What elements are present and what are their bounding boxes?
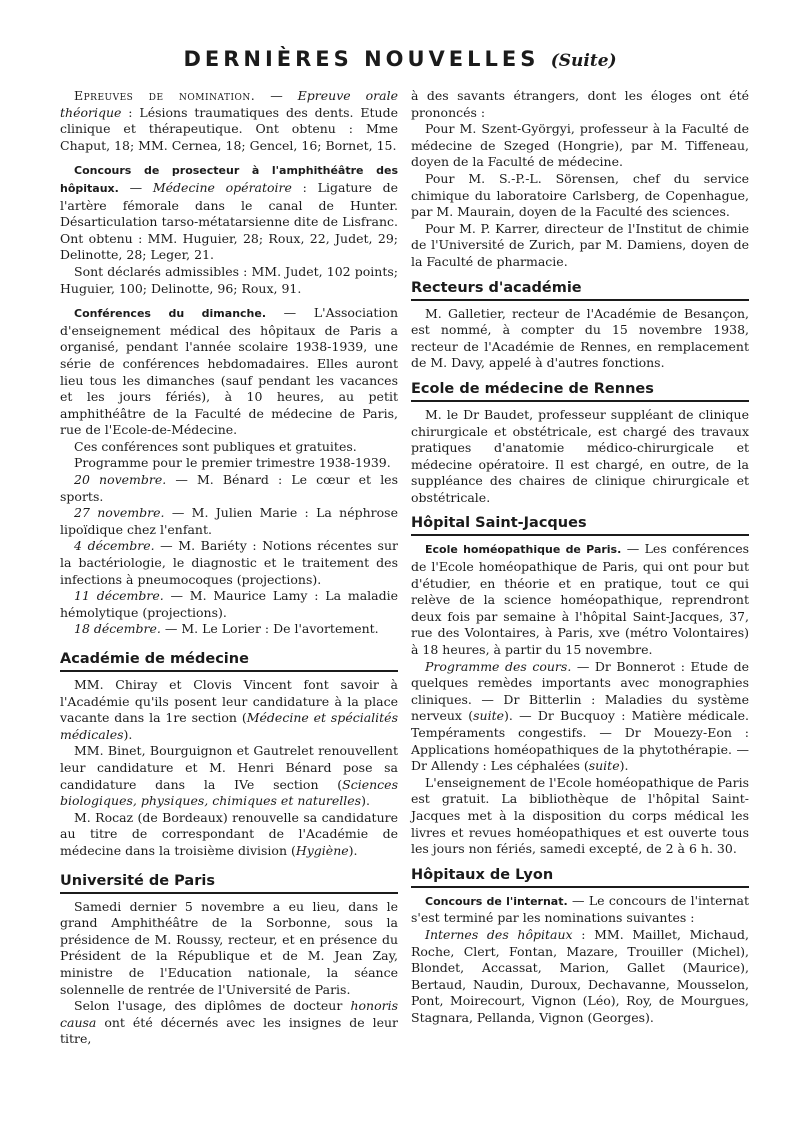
- epreuves-lead: Epreuves de nomination.: [74, 88, 256, 103]
- conference-item: 20 novembre. — M. Bénard : Le cœur et les sports.: [60, 472, 398, 504]
- conference-item: 27 novembre. — M. Julien Marie : La néphrose lipoïdique chez l'enfant.: [60, 505, 398, 537]
- rennes-paragraph: M. le Dr Baudet, professeur suppléant de clinique chirurgicale et obstétricale, est chargé des travaux pratiques d'anatomie médico-chirurgicale et médecine opératoire. Il est chargé, en outre, de la suppléance des chaires de clinique chirurgicale et obstétricale.: [411, 406, 749, 505]
- prosecteur-admissibles: Sont déclarés admissibles : MM. Judet, 102 points; Huguier, 100; Delinotte, 96; Roux, 91.: [60, 263, 398, 296]
- academie-paragraph: MM. Binet, Bourguignon et Gautrelet renouvellent leur candidature et M. Henri Bénard pose sa candidature dans la IVe section (Sciences biologiques, physiques, chimiques et naturelles).: [60, 743, 398, 809]
- stjacques-heading: Hôpital Saint-Jacques: [411, 514, 749, 536]
- lyon-paragraph: Concours de l'internat. — Le concours de l'internat s'est terminé par les nominations suivantes :: [411, 892, 749, 926]
- academie-heading: Académie de médecine: [60, 650, 398, 672]
- lyon-heading: Hôpitaux de Lyon: [411, 866, 749, 888]
- universite-continuation: à des savants étrangers, dont les éloges ont été prononcés :: [411, 88, 749, 120]
- title-text: DERNIÈRES NOUVELLES: [183, 47, 540, 71]
- prosecteur-paragraph: Concours de prosecteur à l'amphithéâtre des hôpitaux. — Médecine opératoire : Ligature de l'artère fémorale dans le canal de Hunter. Désarticulation tarso-métatarsienne dite de Lisfranc. Ont obtenu : MM. Huguier, 28; Roux, 22, Judet, 29; Delinotte, 28; Leger, 21.: [60, 164, 398, 263]
- lyon-lead: Concours de l'internat.: [425, 894, 568, 908]
- conference-item: 4 décembre. — M. Bariéty : Notions récentes sur la bactériologie, le diagnostic et le traitement des infections à pneumocoques (projections).: [60, 538, 398, 587]
- right-column: [411, 88, 749, 1027]
- honor-item: Pour M. S.-P.-L. Sörensen, chef du service chimique du laboratoire Carlsberg, de Copenhague, par M. Maurain, doyen de la Faculté des sciences.: [411, 170, 749, 220]
- epreuves-italic: Epreuve orale théorique: [60, 88, 398, 120]
- prosecteur-italic: Médecine opératoire: [152, 179, 292, 195]
- academie-paragraph: MM. Chiray et Clovis Vincent font savoir à l'Académie qu'ils posent leur candidature à la place vacante dans la 1re section (Médecine et spécialités médicales).: [60, 677, 398, 742]
- conferences-programme: Programme pour le premier trimestre 1938-1939.: [74, 455, 391, 471]
- rennes-heading: Ecole de médecine de Rennes: [411, 380, 749, 402]
- honor-item: Pour M. Szent-Györgyi, professeur à la Faculté de médecine de Szeged (Hongrie), par M. Tiffeneau, doyen de la Faculté de médecine.: [411, 121, 749, 170]
- recteurs-paragraph: M. Galletier, recteur de l'Académie de Besançon, est nommé, à compter du 15 novembre 1938, recteur de l'Académie de Rennes, en remplacement de M. Davy, appelé à d'autres fonctions.: [411, 305, 749, 371]
- epreuves-paragraph: Epreuves de nomination. — Epreuve orale théorique : Lésions traumatiques des dents. Etude clinique et thérapeutique. Ont obtenu : Mme Chaput, 18; MM. Cernea, 18; Gencel, 16; Bornet, 15.: [60, 88, 398, 153]
- academie-paragraph: M. Rocaz (de Bordeaux) renouvelle sa candidature au titre de correspondant de l'Académie de médecine dans la troisième division (Hygiène).: [60, 809, 398, 858]
- title-suite: (Suite): [550, 51, 617, 71]
- conferences-publiques: Ces conférences sont publiques et gratuites.: [74, 438, 357, 454]
- lyon-internes: Internes des hôpitaux : MM. Maillet, Michaud, Roche, Clert, Fontan, Mazare, Trouiller (Michel), Blondet, Accassat, Marion, Gallet (Maurice), Bertaud, Naudin, Duroux, Dechavanne, Mousselon, Pont, Moirecourt, Vignon (Léo), Roy, de Mourgues, Stagnara, Pellanda, Vignon (Georges).: [411, 926, 749, 1025]
- universite-heading: Université de Paris: [60, 872, 398, 894]
- conferences-lead: Conférences du dimanche.: [74, 307, 267, 321]
- page-title: [0, 44, 800, 76]
- conference-item: 11 décembre. — M. Maurice Lamy : La maladie hémolytique (projections).: [60, 588, 398, 620]
- stjacques-programme: Programme des cours. — Dr Bonnerot : Etude de quelques remèdes importants avec monographies cliniques. — Dr Bitterlin : Maladies du système nerveux (suite). — Dr Bucquoy : Matière médicale. Tempéraments congestifs. — Dr Mouezy-Eon : Applications homéopathiques de la phytothérapie. — Dr Allendy : Les céphalées (suite).: [411, 658, 749, 774]
- universite-paragraph: Samedi dernier 5 novembre a eu lieu, dans le grand Amphithéâtre de la Sorbonne, sous la présidence de M. Roussy, recteur, et en présence du Président de la République et de M. Jean Zay, ministre de l'Education nationale, la séance solennelle de rentrée de l'Université de Paris.: [60, 898, 398, 997]
- universite-paragraph: Selon l'usage, des diplômes de docteur honoris causa ont été décernés avec les insignes de leur titre,: [60, 998, 398, 1047]
- stjacques-paragraph: L'enseignement de l'Ecole homéopathique de Paris est gratuit. La bibliothèque de l'hôpital Saint-Jacques met à la disposition du corps médical les livres et revues homéopathiques et est ouverte tous les jours non fériés, samedi excepté, de 2 à 6 h. 30.: [411, 774, 749, 857]
- recteurs-heading: Recteurs d'académie: [411, 279, 749, 301]
- honor-item: Pour M. P. Karrer, directeur de l'Institut de chimie de l'Université de Zurich, par M. Damiens, doyen de la Faculté de pharmacie.: [411, 220, 749, 269]
- stjacques-paragraph: Ecole homéopathique de Paris. — Les conférences de l'Ecole homéopathique de Paris, qui ont pour but d'étudier, en théorie et en pratique, tout ce qui relève de la science homéopathique, reprendront deux fois par semaine à l'hôpital Saint-Jacques, 37, rue des Volontaires, à Paris, xve (métro Volontaires) à 18 heures, à partir du 15 novembre.: [411, 541, 750, 658]
- conference-item: 18 décembre. — M. Le Lorier : De l'avortement.: [74, 621, 379, 637]
- prosecteur-lead: Concours de prosecteur à l'amphithéâtre des hôpitaux.: [60, 164, 398, 195]
- stjacques-lead: Ecole homéopathique de Paris.: [425, 543, 622, 557]
- conferences-paragraph: Conférences du dimanche. — L'Association d'enseignement médical des hôpitaux de Paris a organisé, pendant l'année scolaire 1938-1939, une série de conférences hebdomadaires. Elles auront lieu tous les dimanches (sauf pendant les vacances et les jours fériés), à 10 heures, au petit amphithéâtre de la Faculté de médecine de Paris, rue de l'Ecole-de-Médecine.: [60, 305, 398, 438]
- left-column: [60, 88, 398, 1048]
